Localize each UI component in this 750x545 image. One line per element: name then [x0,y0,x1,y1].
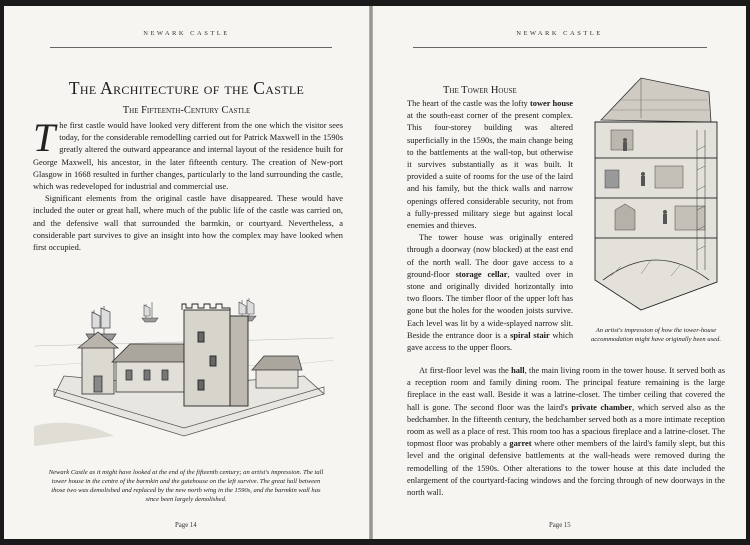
term-spiral-stair: spiral stair [510,330,550,340]
term-storage-cellar: storage cellar [455,269,508,279]
term-private-chamber: private chamber [571,402,633,412]
figure-caption-left: Newark Castle as it might have looked at the end of the fifteenth century; an artist's impression. The tall tower house in the centre of the barmkin and the gatehouse on the left survive. The great hall between those two was demolished and replaced by the new north wing in the 1590s, and the barmkin wall has since been largely demolished. [48,469,324,503]
tower-house-text-bottom: At first-floor level was the hall, the main living room in the tower house. It served both as a reception room and family dining room. The principal feature remaining is the large fireplace in the east wall. Beside it was a latrine-closet. The timber ceiling that covered the hall is gone. The second floor was the laird's private chamber, which served also as the bedchamber. In the fifteenth century, the bedchamber served both as a more intimate reception room as well as a place of rest. This room too has a spacious fireplace and a latrine-closet. The topmost floor was probably a garret where other members of the laird's family slept, but this level and the original defensive battlements at the wall-heads were removed during the remodelling of the 1590s. Other alterations to the tower house at this date included the enlargement of the courtyard-facing windows and the forcing through of new doorways in the north wall. [407,366,725,498]
intro-text [33,115,343,254]
running-head-right: NEWARK CASTLE [516,30,603,37]
left-page [4,6,369,539]
castle-illustration [34,276,334,446]
header-rule-left [50,47,332,48]
tower-house-text-top: The heart of the castle was the lofty tower house at the south-east corner of the present complex. This four-storey building was altered superficially in the 1590s, the main change being to the battlements at the wall-top, but otherwise it survives substantially as it was built. It provided a suite of rooms for the use of the laird and his family, but the thick walls and narrow openings offered considerable security, not from a fully-pressed military siege but against local enemies and thieves. The tower house was originally entered through a doorway (now blocked) at the east end of the north wall. The door gave access to a ground-floor storage cellar, vaulted over in stone and originally divided horizontally into two floors. The timber floor of the upper loft has gone but the holes for the wooden joists survive. Each level was lit by a wide-splayed narrow slit. Beside the entrance door is a spiral stair which gave access to the upper floors. [407,99,574,353]
figure-caption-right: An artist's impression of how the tower-house accommodation might have originally been used. [590,327,722,343]
chapter-title: The Architecture of the Castle [68,78,305,98]
right-page [373,6,746,539]
running-head-left: NEWARK CASTLE [143,30,230,37]
page-number-left: Page 14 [175,522,197,529]
term-tower-house: tower house [529,99,573,108]
term-hall: hall [511,366,525,375]
section-title-tower-house: The Tower House [443,85,517,96]
page-number-right: Page 15 [549,522,571,529]
header-rule-right [413,47,707,48]
tower-house-cutaway-illustration [581,70,731,320]
drop-cap: T [33,115,56,160]
second-paragraph: Significant elements from the original castle have disappeared. These would have included the outer or great hall, where much of the public life of the castle was carried on, and the defensive wall that surrounded the barmkin, or courtyard. Nevertheless, a considerable part survives to give an insight into how the complex may have looked when first occupied. [33,194,343,253]
section-subtitle: The Fifteenth-Century Castle [122,105,251,116]
term-garret: garret [509,439,532,449]
intro-paragraph: he first castle would have looked very different from the one which the visitor sees today, for the considerable remodelling carried out for Patrick Maxwell in the 1590s greatly altered the outward appearance and internal layout of the residence built for George Maxwell, his ancestor, in the later fifteenth century. The creation of New-port Glasgow in 1668 resulted in further changes, particularly to the land surrounding the castle, which was redeveloped for industrial and commercial use. [33,121,343,192]
